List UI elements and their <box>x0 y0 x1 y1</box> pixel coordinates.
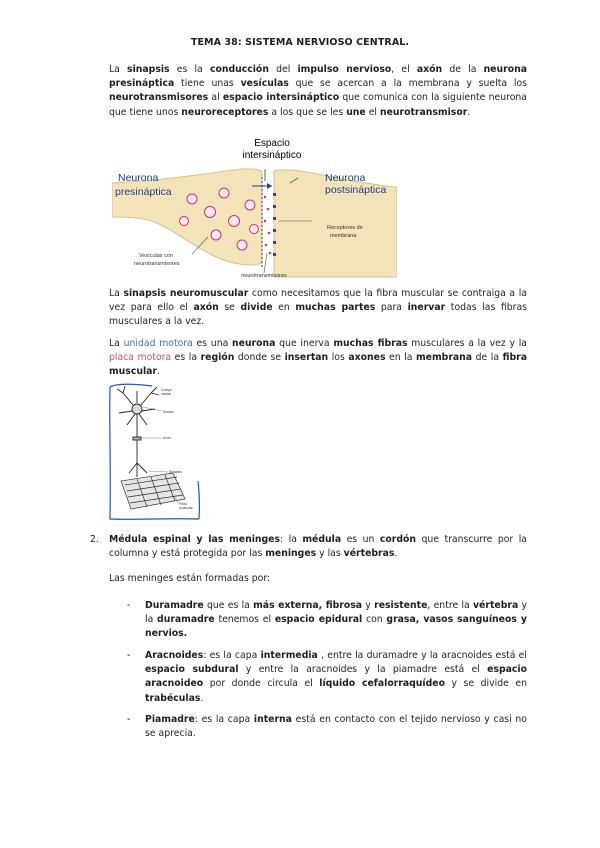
bullet-dash-aracnoides: - <box>127 650 131 661</box>
list-number-2: 2. <box>90 534 99 545</box>
bullet-duramadre: Duramadre que es la más externa, fibrosa y resistente, entre la vértebra y la duramadre tenemos el espacio epidural con grasa, vasos sanguíneos y nervios. <box>145 600 527 640</box>
label-nucleo: Núcleo <box>163 410 174 414</box>
label-neurona-pre-1: Neurona <box>118 172 159 184</box>
label-sinapsis: Sinapsis <box>169 470 182 474</box>
label-vesiculas-2: neurotransmisores <box>134 261 180 267</box>
paragraph-sinapsis: La sinapsis es la conducción del impulso nervioso, el axón de la neurona presináptica tiene unas vesículas que se acercan a la membrana y suelta los neurotransmisores al espacio intersináptico que comunica con la siguiente neurona que tiene unos neuroreceptores a los que se les une el neurotransmisor. <box>109 64 527 118</box>
bullet-piamadre: Piamadre: es la capa interna está en contacto con el tejido nervioso y casi no se aprecia. <box>145 714 527 740</box>
bullet-dash-piamadre: - <box>127 714 131 725</box>
paragraph-unidad-motora: La unidad motora es una neurona que inerva muchas fibras musculares a la vez y la placa motora es la región donde se insertan los axones en la membrana de la fibra muscular. <box>109 338 527 378</box>
label-axon: Axón <box>163 436 171 440</box>
label-muscular: muscular <box>179 506 193 510</box>
label-cuerpo: Cuerpo <box>161 388 173 392</box>
synapse-diagram <box>112 137 397 279</box>
paragraph-medula: Médula espinal y las meninges: la médula es un cordón que transcurre por la columna y está protegida por las meninges y las vértebras. <box>109 534 527 560</box>
motor-unit-diagram <box>107 381 201 521</box>
page-title: TEMA 38: SISTEMA NERVIOSO CENTRAL. <box>190 37 410 48</box>
label-receptores-1: Receptores de <box>327 225 363 231</box>
label-receptores-2: membrana <box>330 233 357 239</box>
label-neurotransmisores: neurotransmisores <box>241 273 287 279</box>
label-neurona-pre-2: presináptica <box>115 186 172 198</box>
label-neurona-post-2: postsináptica <box>325 184 387 196</box>
bullet-dash-duramadre: - <box>127 600 131 611</box>
label-fibra: Fibra <box>179 502 187 506</box>
paragraph-neuromuscular: La sinapsis neuromuscular como necesitamos que la fibra muscular se contraiga a la vez para ello el axón se divide en muchas partes para inervar todas las fibras musculares a la vez. <box>109 288 528 328</box>
meninges-intro: Las meninges están formadas por: <box>109 573 271 584</box>
bullet-aracnoides: Aracnoides: es la capa intermedia , entre la duramadre y la aracnoides está el espacio subdural y entre la aracnoides y la piamadre está el espacio aracnoideo por donde circula el líquido cefalorraquídeo y se divide en trabéculas. <box>145 650 527 704</box>
label-neurona-post-1: Neurona <box>325 172 366 184</box>
label-vesiculas-1: Vesículas con <box>139 253 173 259</box>
label-espacio: Espacio <box>254 138 290 149</box>
label-celular: celular <box>161 392 171 396</box>
label-intersinaptico: intersináptico <box>242 150 302 161</box>
